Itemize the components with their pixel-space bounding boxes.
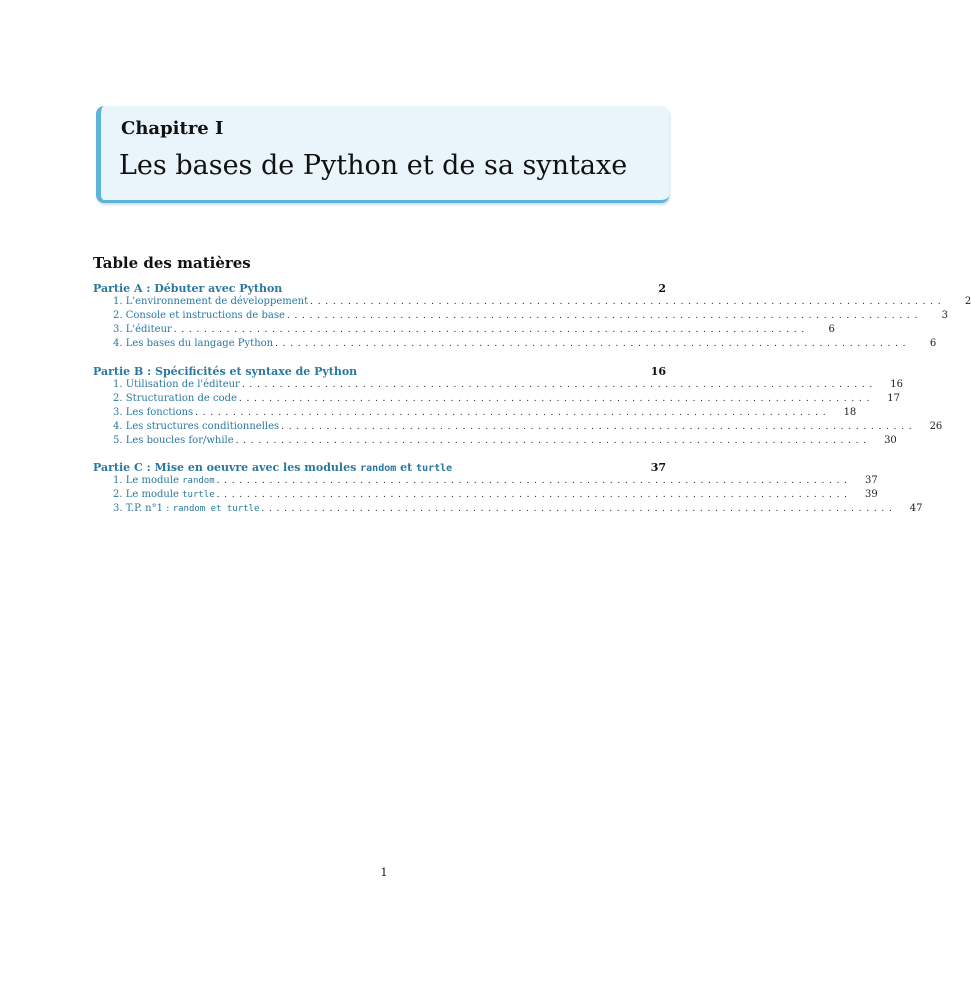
toc-entry[interactable]: [93, 407, 857, 421]
entry-title[interactable]: 2. Structuration de code: [113, 393, 237, 404]
toc-heading: Table des matières: [93, 254, 251, 272]
part-page: 2: [658, 282, 666, 295]
toc-entry[interactable]: [93, 393, 901, 407]
toc-part-row[interactable]: [93, 282, 666, 296]
part-page: 16: [650, 365, 666, 378]
entry-prefix: 1. Le module: [113, 475, 179, 486]
toc-entry[interactable]: [93, 296, 971, 310]
toc-part-a: [93, 282, 971, 352]
entry-title[interactable]: [113, 475, 217, 486]
entry-title[interactable]: 3. Les fonctions: [113, 407, 194, 418]
part-page: 37: [650, 461, 666, 474]
entry-prefix: 2. Le module: [113, 489, 179, 500]
entry-title[interactable]: 5. Les boucles for/while: [113, 435, 234, 446]
entry-title[interactable]: 2. Console et instructions de base: [113, 310, 285, 321]
toc-entry[interactable]: [93, 379, 903, 393]
entry-page: 3: [941, 310, 949, 321]
entry-page: 2: [964, 296, 971, 307]
dot-leader: ....................................................................................: [235, 436, 871, 446]
entry-title[interactable]: 1. Utilisation de l'éditeur: [113, 379, 240, 390]
part-title-prefix: Partie C : Mise en oeuvre avec les modules: [93, 461, 357, 474]
toc-entry[interactable]: [93, 338, 937, 352]
entry-page: 17: [887, 393, 901, 404]
entry-code: turtle: [182, 490, 215, 500]
entry-page: 39: [865, 489, 878, 500]
page-number: 1: [380, 866, 388, 879]
part-title-code: turtle: [416, 463, 453, 474]
part-title-mid: et: [400, 461, 413, 474]
toc-entry[interactable]: [93, 475, 878, 489]
entry-title[interactable]: 4. Les bases du langage Python: [113, 338, 274, 349]
toc-entry[interactable]: [93, 503, 923, 517]
dot-leader: ....................................................................................: [195, 408, 831, 418]
entry-page: 18: [843, 407, 857, 418]
toc-entry[interactable]: [93, 489, 878, 503]
entry-title[interactable]: 1. L'environnement de développement: [113, 296, 309, 307]
dot-leader: ....................................................................................: [275, 339, 911, 349]
toc-entry[interactable]: [93, 324, 835, 338]
toc-part-row[interactable]: [93, 461, 666, 475]
dot-leader: ....................................................................................: [216, 490, 852, 500]
entry-page: 37: [865, 475, 878, 486]
entry-page: 47: [909, 503, 923, 514]
part-title[interactable]: Partie B : Spécificités et syntaxe de Python: [93, 365, 358, 378]
chapter-label: Chapitre I: [121, 118, 224, 139]
entry-page: 26: [929, 421, 943, 432]
entry-code: random et turtle: [172, 504, 260, 514]
entry-title[interactable]: 3. L'éditeur: [113, 324, 172, 335]
entry-page: 30: [884, 435, 897, 446]
toc-entry[interactable]: [93, 421, 943, 435]
entry-page: 6: [929, 338, 937, 349]
dot-leader: ....................................................................................: [281, 422, 917, 432]
part-title[interactable]: Partie A : Débuter avec Python: [93, 282, 283, 295]
part-title-code: random: [360, 463, 397, 474]
dot-leader: ....................................................................................: [238, 394, 875, 404]
entry-code: random: [182, 476, 215, 486]
dot-leader: ....................................................................................: [173, 325, 809, 335]
toc-part-b: [93, 365, 943, 449]
entry-title[interactable]: 4. Les structures conditionnelles: [113, 421, 280, 432]
dot-leader: ....................................................................................: [216, 476, 852, 486]
entry-title[interactable]: [113, 503, 261, 514]
dot-leader: ....................................................................................: [261, 504, 897, 514]
dot-leader: ....................................................................................: [286, 311, 923, 321]
chapter-header-box: [96, 106, 669, 203]
toc-part-c: [93, 461, 923, 517]
entry-prefix: 3. T.P. n°1 :: [113, 503, 170, 514]
entry-page: 16: [890, 379, 903, 390]
toc-entry[interactable]: [93, 310, 949, 324]
entry-page: 6: [828, 324, 835, 335]
toc-entry[interactable]: [93, 435, 897, 449]
dot-leader: ....................................................................................: [310, 297, 946, 307]
part-title[interactable]: [93, 461, 452, 474]
dot-leader: ....................................................................................: [241, 380, 877, 390]
entry-title[interactable]: [113, 489, 217, 500]
chapter-title: Les bases de Python et de sa syntaxe: [119, 150, 628, 181]
toc-part-row[interactable]: [93, 365, 666, 379]
